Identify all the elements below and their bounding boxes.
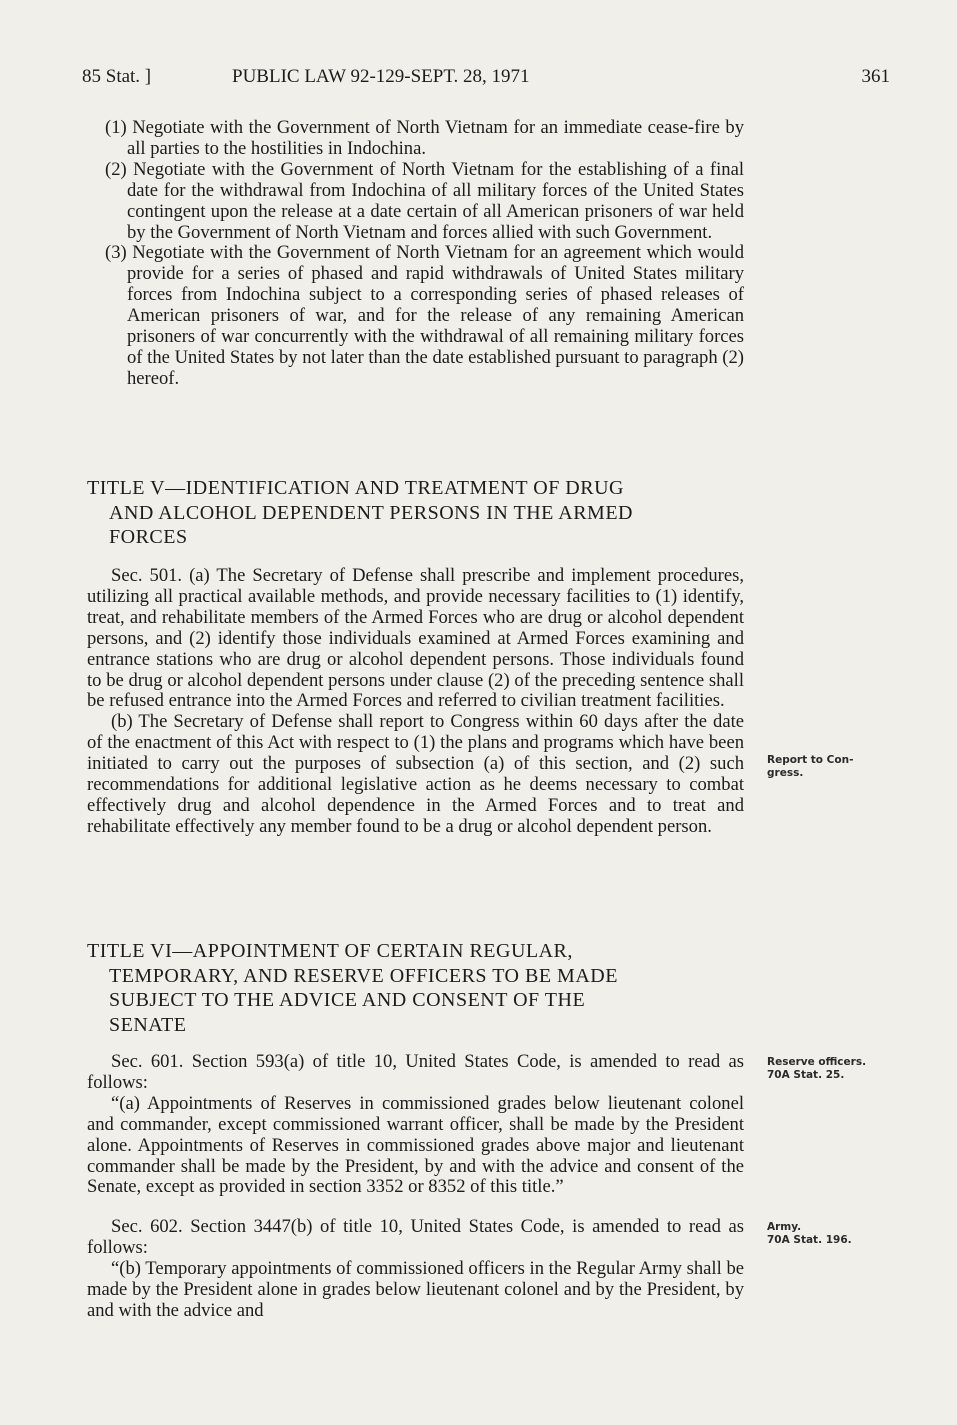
section-501-a: Sec. 501. (a) The Secretary of Defense shall prescribe and implement procedures, utilizing all practical available methods, and provide necessary facilities to (1) identify, treat, and rehabilitate members of the Armed Forces who are drug or alcohol dependent persons, and (2) identify those individuals examined at Armed Forces examining and entrance stations who are drug or alcohol dependent persons. Those individuals found to be drug or alcohol dependent persons under clause (2) of the preceding sentence shall be refused entrance into the Armed Forces and referred to civilian treatment facilities.: [87, 565, 744, 712]
header-law-title: PUBLIC LAW 92-129-SEPT. 28, 1971: [232, 66, 530, 87]
section-601-text: “(a) Appointments of Reserves in commissioned grades below lieutenant colonel and commander, except commissioned warrant officer, shall be made by the President alone. Appointments of Reserves in commissioned grades above major and lieutenant commander shall be made by the President, by and with the advice and consent of the Senate, except as provided in section 3352 or 8352 of this title.”: [87, 1092, 744, 1198]
margin-note-report-line-2: gress.: [767, 767, 804, 779]
title-vi-heading: [87, 939, 744, 1037]
title-vi-line-1: TITLE VI—APPOINTMENT OF CERTAIN REGULAR,: [87, 940, 573, 962]
section-602-intro: Sec. 602. Section 3447(b) of title 10, United States Code, is amended to read as follows:: [87, 1216, 744, 1258]
page-number: 361: [861, 66, 890, 87]
section-501: [87, 566, 744, 838]
margin-note-army-line-2: 70A Stat. 196.: [767, 1234, 852, 1246]
title-v-line-2: AND ALCOHOL DEPENDENT PERSONS IN THE ARMED: [109, 501, 633, 524]
margin-note-reserve-line-2: 70A Stat. 25.: [767, 1069, 845, 1081]
title-v-line-1: TITLE V—IDENTIFICATION AND TREATMENT OF DRUG: [87, 477, 624, 499]
title-vi-line-4: SENATE: [109, 1013, 187, 1036]
margin-note-army-line-1: Army.: [767, 1221, 802, 1233]
section-602-text: “(b) Temporary appointments of commissioned officers in the Regular Army shall be made by the President alone in grades below lieutenant colonel and by the President, by and with the advice and: [87, 1257, 744, 1321]
title-v-line-3: FORCES: [109, 526, 188, 548]
margin-note-army: [767, 1221, 907, 1247]
header-stat-reference: 85 Stat. ]: [82, 66, 152, 87]
running-header: [82, 66, 890, 92]
section-501-b: (b) The Secretary of Defense shall report to Congress within 60 days after the date of the enactment of this Act with respect to (1) the plans and programs which have been initiated to carry out the purposes of subsection (a) of this section, and (2) such recommendations for additional legislative action as he deems necessary to combat effectively drug and alcohol dependence in the Armed Forces and to treat and rehabilitate effectively any member found to be a drug or alcohol dependent person.: [87, 711, 744, 837]
paragraph-3: (3) Negotiate with the Government of North Vietnam for an agreement which would provide for a series of phased and rapid withdrawals of United States military forces from Indochina subject to a corresponding series of phased releases of American prisoners of war, and for the release of any remaining American prisoners of war concurrently with the withdrawal of all remaining military forces of the United States by not later than the date established pursuant to paragraph (2) hereof.: [105, 242, 744, 389]
paragraph-2: (2) Negotiate with the Government of North Vietnam for the establishing of a final date for the withdrawal from Indochina of all military forces of the United States contingent upon the release at a date certain of all American prisoners of war held by the Government of North Vietnam and forces allied with such Government.: [105, 158, 744, 243]
section-602: [87, 1217, 744, 1322]
negotiation-paragraphs: [87, 118, 744, 390]
section-601: [87, 1052, 744, 1198]
margin-note-reserve-line-1: Reserve officers.: [767, 1056, 867, 1068]
margin-note-report-line-1: Report to Con-: [767, 754, 854, 766]
title-vi-line-2: TEMPORARY, AND RESERVE OFFICERS TO BE MADE: [109, 964, 618, 987]
section-601-intro: Sec. 601. Section 593(a) of title 10, United States Code, is amended to read as follows:: [87, 1051, 744, 1093]
margin-note-report: [767, 754, 907, 780]
title-v-heading: [87, 476, 744, 550]
margin-note-reserve-officers: [767, 1056, 907, 1082]
title-vi-line-3: SUBJECT TO THE ADVICE AND CONSENT OF THE: [109, 989, 586, 1011]
paragraph-1: (1) Negotiate with the Government of North Vietnam for an immediate cease-fire by all parties to the hostilities in Indochina.: [105, 117, 744, 159]
